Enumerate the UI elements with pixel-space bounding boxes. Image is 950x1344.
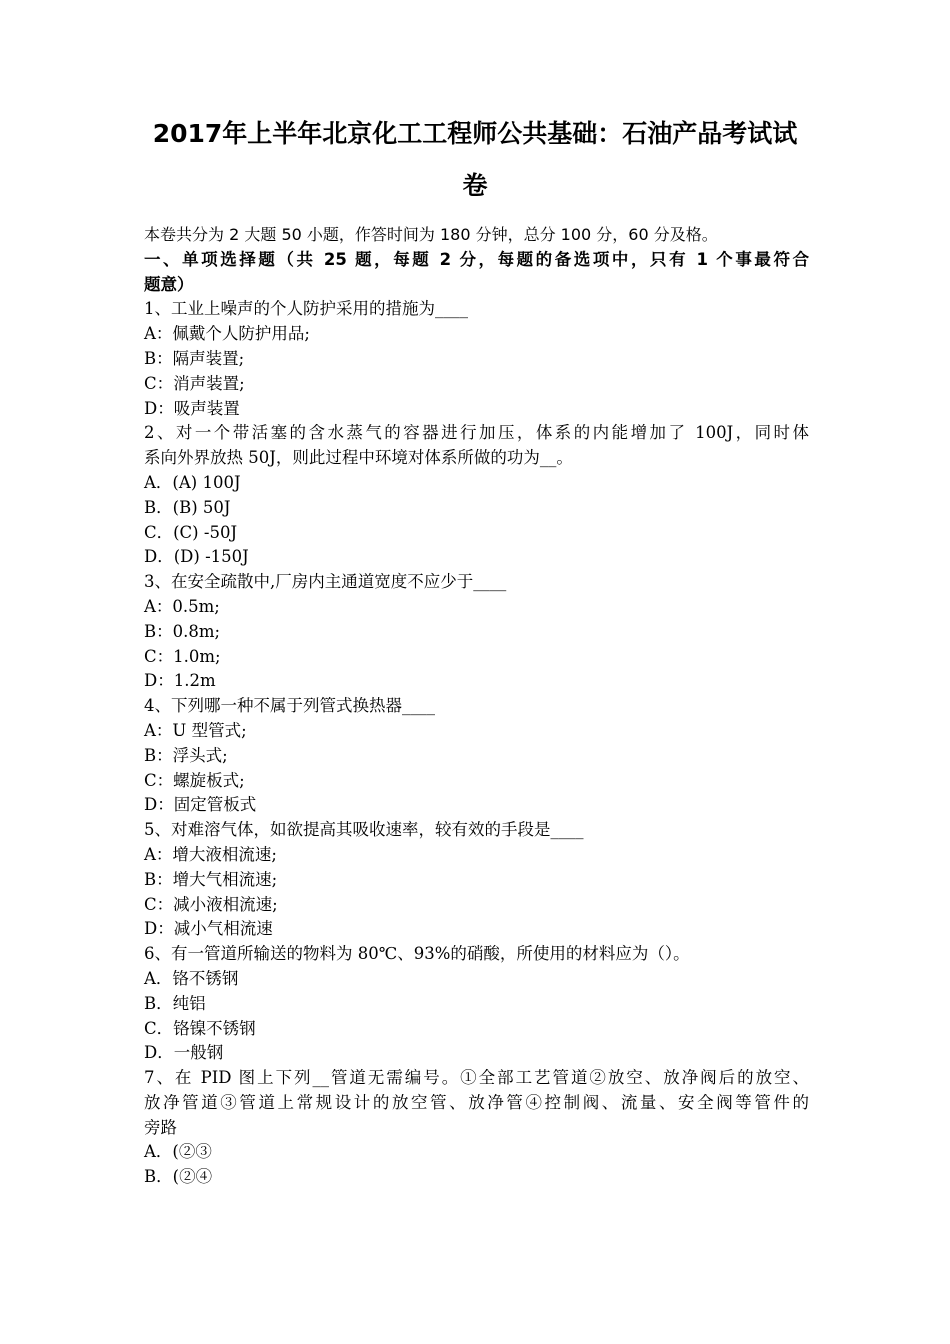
question-stem-line-1: 2、对一个带活塞的含水蒸气的容器进行加压，体系的内能增加了 100J，同时体 bbox=[144, 423, 809, 443]
option-d: D．(D) -150J bbox=[144, 547, 249, 567]
option-b: B．(②④ bbox=[144, 1167, 213, 1187]
option-a: A．铬不锈钢 bbox=[144, 968, 239, 988]
option-b: B．纯铝 bbox=[144, 993, 206, 1013]
option-b: B：0.8m; bbox=[144, 621, 221, 641]
option-d: D：减小气相流速 bbox=[144, 919, 273, 939]
question-3 bbox=[144, 570, 809, 694]
question-stem: 4、下列哪一种不属于列管式换热器____ bbox=[144, 696, 435, 716]
option-a: A：增大液相流速; bbox=[144, 844, 277, 864]
question-stem: 1、工业上噪声的个人防护采用的措施为____ bbox=[144, 299, 468, 319]
option-d: D：固定管板式 bbox=[144, 795, 257, 815]
question-stem: 3、在安全疏散中,厂房内主通道宽度不应少于____ bbox=[144, 572, 507, 592]
option-d: D：1.2m bbox=[144, 671, 216, 691]
option-a: A．(A) 100J bbox=[144, 472, 241, 492]
option-d: D．一般钢 bbox=[144, 1043, 224, 1063]
question-5 bbox=[144, 818, 809, 942]
document-body bbox=[144, 223, 809, 1190]
question-stem-line-2: 系向外界放热 50J，则此过程中环境对体系所做的功为__。 bbox=[144, 448, 573, 468]
option-a: A：0.5m; bbox=[144, 596, 220, 616]
option-b: B：浮头式; bbox=[144, 745, 228, 765]
option-a: A：佩戴个人防护用品; bbox=[144, 324, 310, 344]
option-c: C．铬镍不锈钢 bbox=[144, 1018, 256, 1038]
option-c: C：螺旋板式; bbox=[144, 770, 245, 790]
option-c: C．(C) -50J bbox=[144, 522, 238, 542]
option-d: D：吸声装置 bbox=[144, 398, 240, 418]
option-c: C：减小液相流速; bbox=[144, 894, 278, 914]
question-2 bbox=[144, 421, 809, 570]
exam-intro: 本卷共分为 2 大题 50 小题，作答时间为 180 分钟，总分 100 分，60 分及格。 bbox=[144, 225, 718, 244]
option-a: A：U 型管式; bbox=[144, 720, 247, 740]
option-b: B．(B) 50J bbox=[144, 497, 231, 517]
question-6 bbox=[144, 942, 809, 1066]
option-c: C：消声装置; bbox=[144, 373, 245, 393]
question-stem-line-3: 旁路 bbox=[144, 1117, 177, 1137]
document-title-line-2: 卷 bbox=[462, 171, 488, 200]
option-b: B：隔声装置; bbox=[144, 348, 245, 368]
option-c: C：1.0m; bbox=[144, 646, 221, 666]
document-title-line-1: 2017年上半年北京化工工程师公共基础：石油产品考试试 bbox=[152, 119, 798, 148]
question-stem: 5、对难溶气体，如欲提高其吸收速率，较有效的手段是____ bbox=[144, 820, 584, 840]
question-stem: 6、有一管道所输送的物料为 80℃、93%的硝酸，所使用的材料应为（）。 bbox=[144, 944, 690, 964]
question-7 bbox=[144, 1066, 809, 1190]
section-heading-line-1: 一、单项选择题（共 25 题，每题 2 分，每题的备选项中，只有 1 个事最符合 bbox=[144, 249, 809, 269]
option-b: B：增大气相流速; bbox=[144, 869, 278, 889]
question-stem-line-1: 7、在 PID 图上下列__管道无需编号。①全部工艺管道②放空、放净阀后的放空、 bbox=[144, 1068, 809, 1088]
question-1 bbox=[144, 297, 809, 421]
section-heading-line-2: 题意） bbox=[144, 274, 194, 294]
question-4 bbox=[144, 694, 809, 818]
option-a: A．(②③ bbox=[144, 1142, 212, 1162]
question-stem-line-2: 放净管道③管道上常规设计的放空管、放净管④控制阀、流量、安全阀等管件的 bbox=[144, 1092, 809, 1112]
